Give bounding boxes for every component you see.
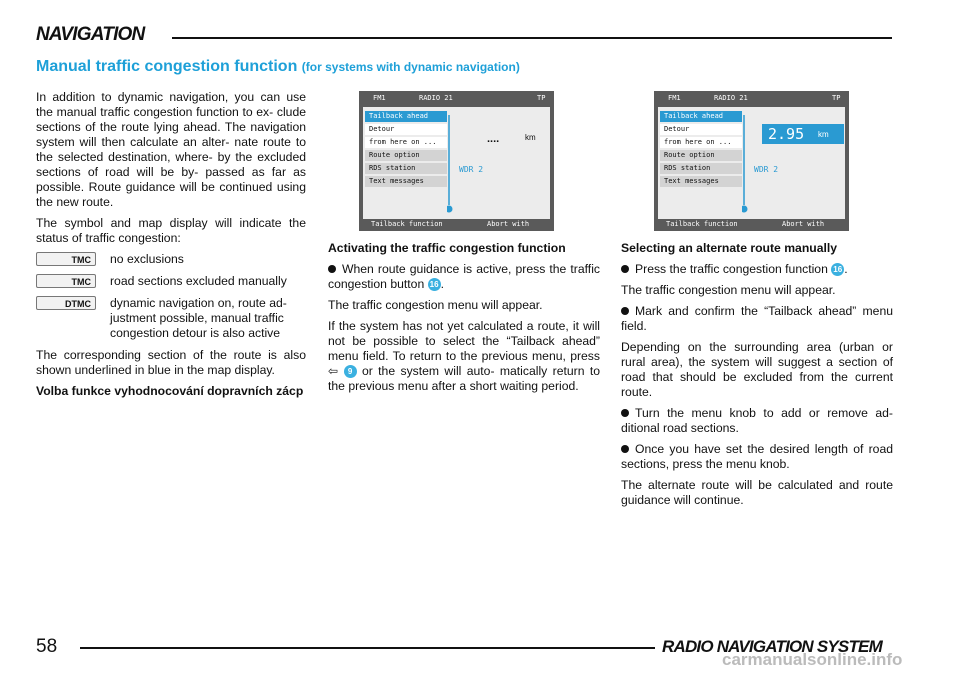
watermark: carmanualsonline.info — [722, 650, 903, 669]
suggest-paragraph: Depending on the surrounding area (urban or rural area), the system will suggest a section of road that should be excluded from the current route. — [621, 340, 893, 399]
route-paragraph: The corresponding section of the route is also shown underlined in blue in the map display. — [36, 348, 306, 377]
intro-paragraph: In addition to dynamic navigation, you can use the manual traffic congestion function to ex- clude sections of the route lying ahead. The navigation system will then calculate an alter- nate route to the selected destination, where- by the excluded sections of road will be by- passed as far as possible. Route guidance will be continued using the new route. — [36, 90, 306, 209]
bullet-text: Press the traffic congestion function — [635, 262, 828, 276]
tmc-manual-icon: TMC — [36, 274, 96, 288]
screen-bottom-bar — [359, 217, 554, 231]
menu-item[interactable]: Tailback ahead — [660, 111, 742, 122]
bullet-text: Once you have set the desired length of road sections, press the menu knob. — [621, 442, 893, 471]
band-label: FM1 — [668, 94, 681, 102]
menu-paragraph: The traffic congestion menu will appear. — [328, 298, 543, 312]
return-text: If the system has not yet calculated a route, it will not be possible to select the “Tailback ahead” menu field. To return to the previous menu, press — [328, 319, 600, 363]
column-3 — [621, 241, 893, 514]
status-paragraph: The symbol and map display will indicate the status of traffic congestion: — [36, 216, 306, 245]
menu-item[interactable]: Detour — [365, 124, 447, 135]
screen-body — [363, 107, 550, 219]
menu-item[interactable]: Text messages — [660, 176, 742, 187]
station-label: RADIO 21 — [419, 94, 453, 102]
bullet-icon — [621, 445, 629, 453]
bullet-icon — [621, 409, 629, 417]
menu-item[interactable]: Text messages — [365, 176, 447, 187]
screen-top-bar — [654, 91, 849, 105]
footer-title: RADIO NAVIGATION SYSTEM — [662, 637, 882, 656]
bullet-item — [621, 406, 893, 436]
bullet-item — [621, 442, 893, 472]
alternate-heading: Selecting an alternate route manually — [621, 241, 838, 255]
button-9-badge: 9 — [344, 365, 357, 378]
button-16-badge: 16 — [831, 263, 844, 276]
bullet-icon — [621, 307, 629, 315]
radio-screen-2 — [654, 91, 849, 231]
abort-label: Abort with — [487, 220, 530, 228]
distance-box — [762, 124, 844, 144]
tp-label: TP — [832, 94, 841, 102]
czech-heading: Volba funkce vyhodnocování dopravních zácp — [36, 384, 304, 398]
button-16-badge: 16 — [428, 278, 441, 291]
function-label: Tailback function — [371, 220, 443, 228]
menu-paragraph: The traffic congestion menu will appear. — [621, 283, 836, 297]
menu-item[interactable]: RDS station — [660, 163, 742, 174]
legend-text: no exclusions — [110, 252, 184, 266]
bullet-item: Press the traffic congestion function 16 . — [621, 262, 893, 277]
bullet-text: When route guidance is active, press the traffic congestion button — [328, 262, 600, 291]
menu-item[interactable]: Route option — [660, 150, 742, 161]
distance-value: 2.95 — [768, 125, 805, 143]
page-number: 58 — [36, 636, 58, 657]
return-paragraph — [328, 319, 600, 394]
station-label: RADIO 21 — [714, 94, 748, 102]
column-1 — [36, 90, 306, 405]
legend-row — [36, 274, 306, 289]
screen-top-bar — [359, 91, 554, 105]
distance-value: .... — [487, 133, 500, 145]
activation-heading: Activating the traffic congestion function — [328, 241, 566, 255]
menu-item[interactable]: Tailback ahead — [365, 111, 447, 122]
bullet-item — [621, 304, 893, 334]
header-title: NAVIGATION — [36, 24, 145, 45]
menu-item[interactable]: RDS station — [365, 163, 447, 174]
bullet-text: Turn the menu knob to add or remove ad- ditional road sections. — [621, 406, 893, 435]
tp-label: TP — [537, 94, 546, 102]
menu-item[interactable]: from here on ... — [660, 137, 742, 148]
station-name: WDR 2 — [459, 165, 484, 174]
legend-text: road sections excluded manually — [110, 274, 287, 288]
menu-item[interactable]: Detour — [660, 124, 742, 135]
menu-item[interactable]: Route option — [365, 150, 447, 161]
bullet-icon — [621, 265, 629, 273]
column-2 — [328, 241, 600, 400]
screen-body — [658, 107, 845, 219]
function-label: Tailback function — [666, 220, 738, 228]
tailback-menu — [660, 111, 742, 189]
distance-unit: km — [818, 130, 829, 139]
menu-item[interactable]: from here on ... — [365, 137, 447, 148]
route-line — [447, 115, 457, 215]
radio-screen-1 — [359, 91, 554, 231]
tailback-menu — [365, 111, 447, 189]
tmc-dynamic-icon: DTMC — [36, 296, 96, 310]
legend-row — [36, 252, 306, 267]
section-title-text: Manual traffic congestion function — [36, 58, 298, 75]
bullet-item: When route guidance is active, press the traffic congestion button 16 . — [328, 262, 600, 291]
header-rule — [172, 37, 892, 39]
final-paragraph: The alternate route will be calculated and route guidance will continue. — [621, 478, 893, 507]
band-label: FM1 — [373, 94, 386, 102]
bullet-icon — [328, 265, 336, 273]
legend-row — [36, 296, 306, 341]
footer-rule — [80, 647, 655, 649]
return-text-end: or the system will auto- matically return to the previous menu after a short waiting period. — [328, 364, 601, 393]
tmc-icon: TMC — [36, 252, 96, 266]
section-title — [36, 58, 520, 76]
section-subtitle: (for systems with dynamic navigation) — [301, 60, 520, 74]
bullet-text: Mark and confirm the “Tailback ahead” menu field. — [621, 304, 893, 333]
screen-bottom-bar — [654, 217, 849, 231]
station-name: WDR 2 — [754, 165, 779, 174]
legend-text: dynamic navigation on, route ad- justment possible, manual traffic congestion detour is also active — [110, 296, 287, 340]
abort-label: Abort with — [782, 220, 825, 228]
back-arrow-icon: ⇦ — [328, 364, 339, 378]
distance-unit: km — [525, 133, 536, 142]
route-line — [742, 115, 752, 215]
